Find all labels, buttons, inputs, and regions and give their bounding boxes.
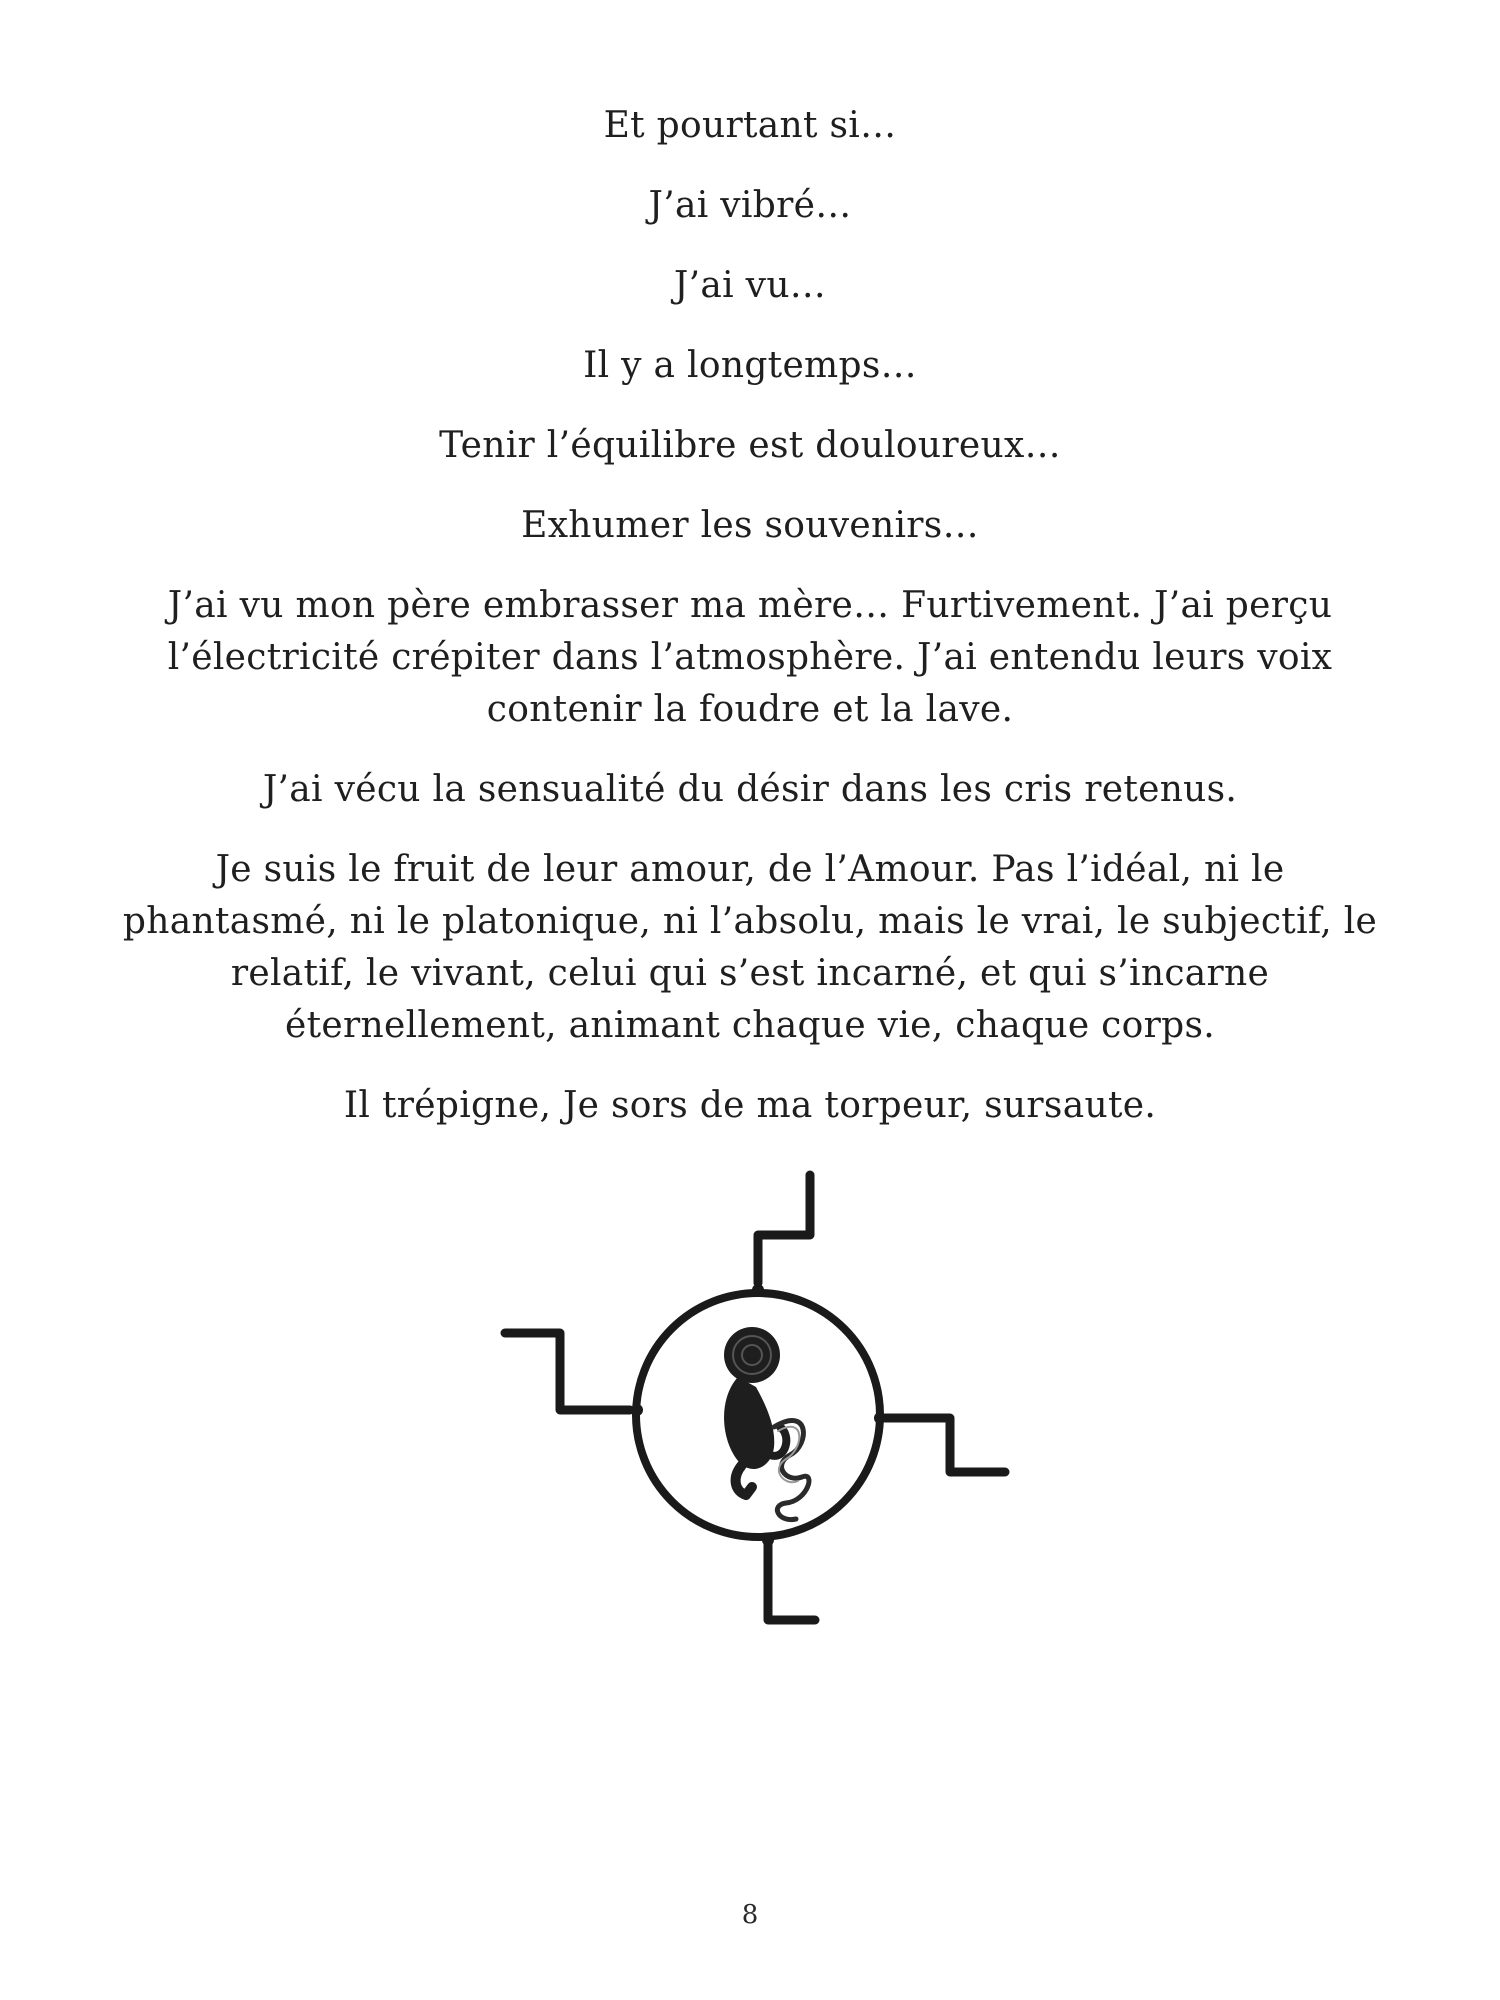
page-number: 8 [741,1900,759,1930]
fetus-in-circle-illustration [480,1165,1020,1650]
paragraph: J’ai vu mon père embrasser ma mère… Furtivement. J’ai perçu l’électricité crépiter dans l’atmosphère. J’ai entendu leurs voix contenir la foudre et la lave. [167,585,1333,730]
paragraph: J’ai vibré… [648,185,852,226]
paragraph: Et pourtant si… [603,105,897,146]
left-arm [505,1333,630,1410]
paragraph: J’ai vu… [673,265,827,306]
paragraph: Il y a longtemps… [583,345,917,386]
fetus-figure [724,1327,809,1520]
illustration-svg [480,1165,1020,1650]
top-arm [758,1175,810,1283]
paragraph: Tenir l’équilibre est douloureux… [439,425,1061,466]
paragraph: Il trépigne, Je sors de ma torpeur, sursaute. [343,1085,1157,1126]
bottom-arm [768,1545,815,1620]
paragraph: Exhumer les souvenirs… [521,505,979,546]
page-text [120,100,1380,1160]
paragraph: J’ai vécu la sensualité du désir dans les cris retenus. [262,769,1238,810]
paragraph: Je suis le fruit de leur amour, de l’Amour. Pas l’idéal, ni le phantasmé, ni le platonique, ni l’absolu, mais le vrai, le subjectif, le relatif, le vivant, celui qui s’est incarné, et qui s’incarne éternellement, animant chaque vie, chaque corps. [122,849,1378,1046]
right-arm [885,1418,1005,1472]
